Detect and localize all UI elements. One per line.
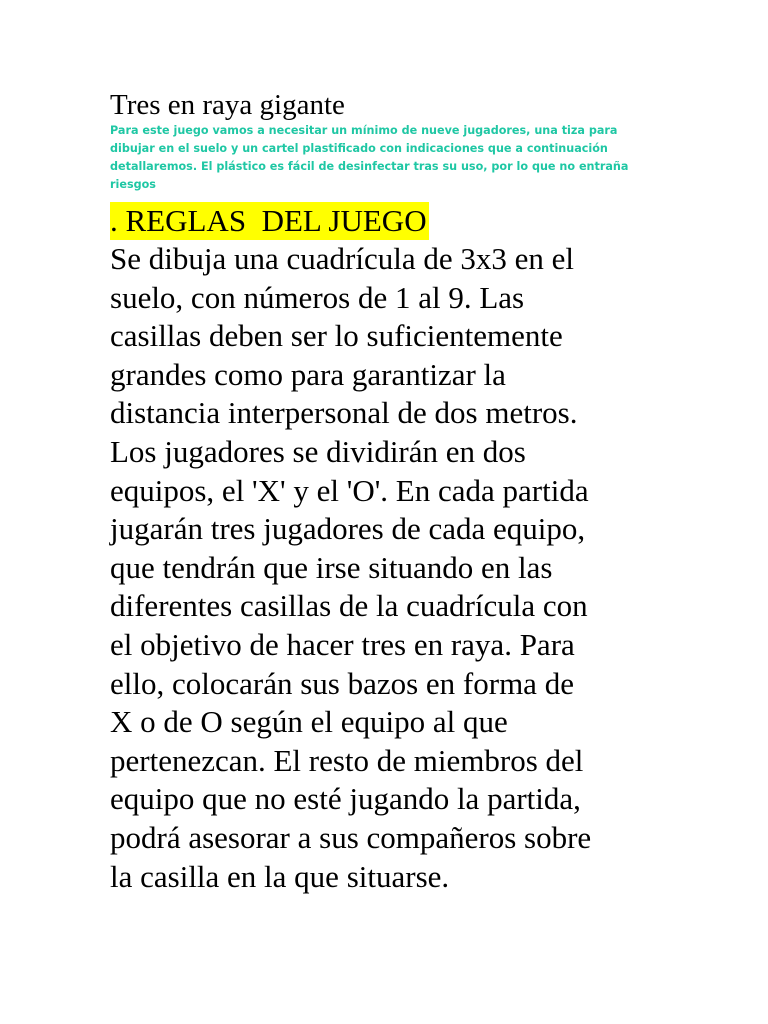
document-page bbox=[110, 88, 710, 896]
rules-heading-row bbox=[110, 202, 710, 240]
body-line: jugarán tres jugadores de cada equipo, bbox=[110, 511, 586, 547]
body-line: suelo, con números de 1 al 9. Las bbox=[110, 279, 525, 315]
body-line: grandes como para garantizar la bbox=[110, 356, 506, 392]
body-line: equipo que no esté jugando la partida, bbox=[110, 781, 581, 817]
body-line: la casilla en la que situarse. bbox=[110, 858, 450, 894]
intro-line: Para este juego vamos a necesitar un mínimo de nueve jugadores, una tiza para bbox=[110, 124, 618, 137]
document-title: Tres en raya gigante bbox=[110, 89, 345, 121]
body-line: que tendrán que irse situando en las bbox=[110, 549, 553, 585]
body-line: Los jugadores se dividirán en dos bbox=[110, 433, 526, 469]
body-line: podrá asesorar a sus compañeros sobre bbox=[110, 819, 592, 855]
body-line: X o de O según el equipo al que bbox=[110, 704, 508, 740]
rules-heading: . REGLAS DEL JUEGO bbox=[110, 203, 427, 238]
body-line: distancia interpersonal de dos metros. bbox=[110, 395, 578, 431]
body-line: ello, colocarán sus bazos en forma de bbox=[110, 665, 574, 701]
body-line: pertenezcan. El resto de miembros del bbox=[110, 742, 584, 778]
intro-line: detallaremos. El plástico es fácil de desinfectar tras su uso, por lo que no entraña bbox=[110, 160, 629, 173]
body-line: Se dibuja una cuadrícula de 3x3 en el bbox=[110, 241, 574, 276]
intro-line: dibujar en el suelo y un cartel plastificado con indicaciones que a continuación bbox=[110, 142, 608, 155]
body-line: diferentes casillas de la cuadrícula con bbox=[110, 588, 588, 624]
rules-paragraph bbox=[110, 240, 670, 896]
body-line: equipos, el 'X' y el 'O'. En cada partida bbox=[110, 472, 589, 508]
body-line: el objetivo de hacer tres en raya. Para bbox=[110, 626, 575, 662]
intro-line: riesgos bbox=[110, 178, 156, 191]
body-line: casillas deben ser lo suficientemente bbox=[110, 318, 563, 354]
intro-paragraph bbox=[110, 122, 680, 194]
